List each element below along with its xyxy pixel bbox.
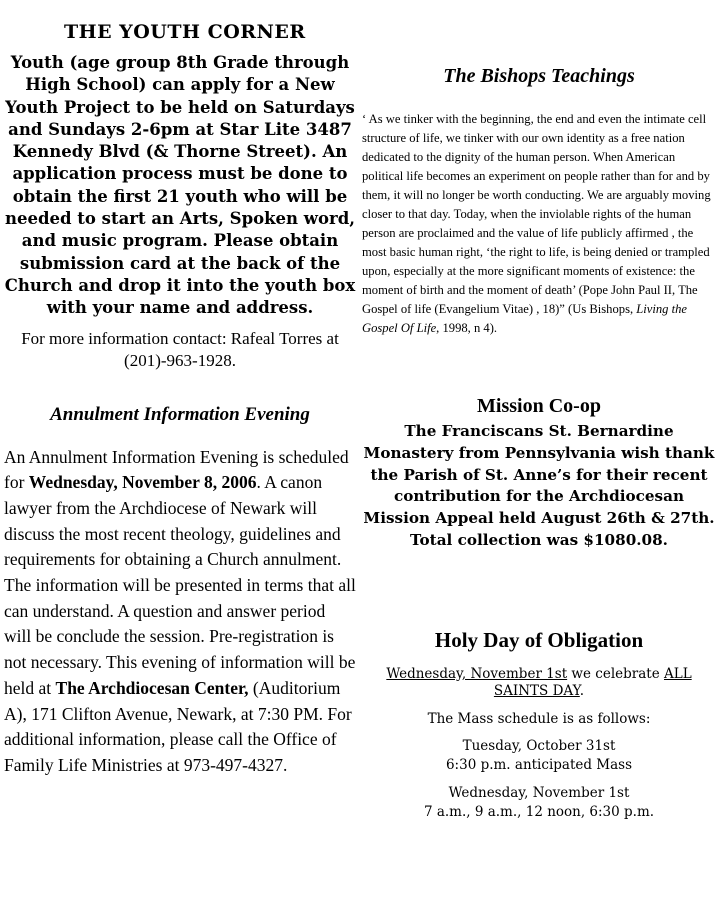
annulment-section xyxy=(4,402,356,779)
youth-corner-body: Youth (age group 8th Grade through High School) can apply for a New Youth Project to be held on Saturdays and Sundays 2-6pm at Star Lite 3487 Kennedy Blvd (& Thorne Street). An application process must be done to obtain the first 21 youth who will be needed to start an Arts, Spoken word, and music program. Please obtain submission card at the back of the Church and drop it into the youth box with your name and address. xyxy=(4,53,356,318)
mass-schedule-entry xyxy=(362,784,716,822)
annulment-date: Wednesday, November 8, 2006 xyxy=(28,472,257,493)
annulment-body xyxy=(4,445,356,779)
holy-day-section xyxy=(362,626,716,822)
bishops-source-title: Living the Gospel Of Life xyxy=(362,302,688,335)
mass-schedule-entry xyxy=(362,737,716,775)
holy-day-title: Holy Day of Obligation xyxy=(434,627,644,652)
youth-corner-contact: For more information contact: Rafeal Torres at (201)-963-1928. xyxy=(21,328,339,370)
holy-day-celebrate: we celebrate xyxy=(567,665,664,682)
bishops-section xyxy=(362,62,716,338)
bishops-source-tail: , 1998, n 4). xyxy=(436,321,498,335)
holy-day-announcement xyxy=(362,666,716,700)
annulment-text-1: An Annulment Information Evening is scheduled for xyxy=(4,446,349,493)
holy-day-period: . xyxy=(579,682,585,699)
right-column xyxy=(362,62,716,822)
mass-schedule-day: Wednesday, November 1st xyxy=(448,784,630,801)
bishops-quote-text: ‘ As we tinker with the beginning, the end and even the intimate cell structure of life, we tinker with our own identity as a free nation dedicated to the dignity of the human person. When American political life becomes an experiment on people rather than for and by them, it will no longer be worth conducting. We are arguably moving closer to that day. Today, when the inviolable rights of the human person are proclaimed and the value of life publicly affirmed , the most basic human right, ‘the right to life, is being denied or trampled upon, especially at the more significant moments of existence: the moment of birth and the moment of death’ (Pope John Paul II, The Gospel of life (Evangelium Vitae) , 18)” (Us Bishops, xyxy=(362,112,711,316)
mass-schedule-day: Tuesday, October 31st xyxy=(462,737,616,754)
mission-section xyxy=(362,393,716,552)
mass-schedule-heading: The Mass schedule is as follows: xyxy=(427,710,651,727)
holy-day-date: Wednesday, November 1st xyxy=(386,665,568,682)
bishops-title: The Bishops Teachings xyxy=(443,65,635,87)
annulment-title: Annulment Information Evening xyxy=(50,403,310,425)
bishops-quote xyxy=(362,110,716,338)
annulment-venue: The Archdiocesan Center, xyxy=(55,677,249,698)
mass-schedule-times: 7 a.m., 9 a.m., 12 noon, 6:30 p.m. xyxy=(423,803,655,820)
youth-corner-section xyxy=(4,18,356,372)
mass-schedule-times: 6:30 p.m. anticipated Mass xyxy=(445,756,633,773)
holy-day-feast: ALL SAINTS DAY xyxy=(493,665,692,699)
youth-corner-title: THE YOUTH CORNER xyxy=(64,21,306,43)
mission-body: The Franciscans St. Bernardine Monastery from Pennsylvania wish thank the Parish of St. Anne’s for their recent contribution for the Archdiocesan Mission Appeal held August 26th & 27th. Total collection was $1080.08. xyxy=(363,422,715,549)
mission-title: Mission Co-op xyxy=(477,395,601,417)
annulment-text-3: (Auditorium A), 171 Clifton Avenue, Newark, at 7:30 PM. For additional information, please call the Office of Family Life Ministries at 973-497-4327. xyxy=(4,677,352,775)
annulment-text-2: . A canon lawyer from the Archdiocese of Newark will discuss the most recent theology, guidelines and requirements for obtaining a Church annulment. The information will be presented in terms that all can understand. A question and answer period will be conclude the session. Pre-registration is not necessary. This evening of information will be held at xyxy=(4,472,356,698)
left-column xyxy=(4,18,356,779)
